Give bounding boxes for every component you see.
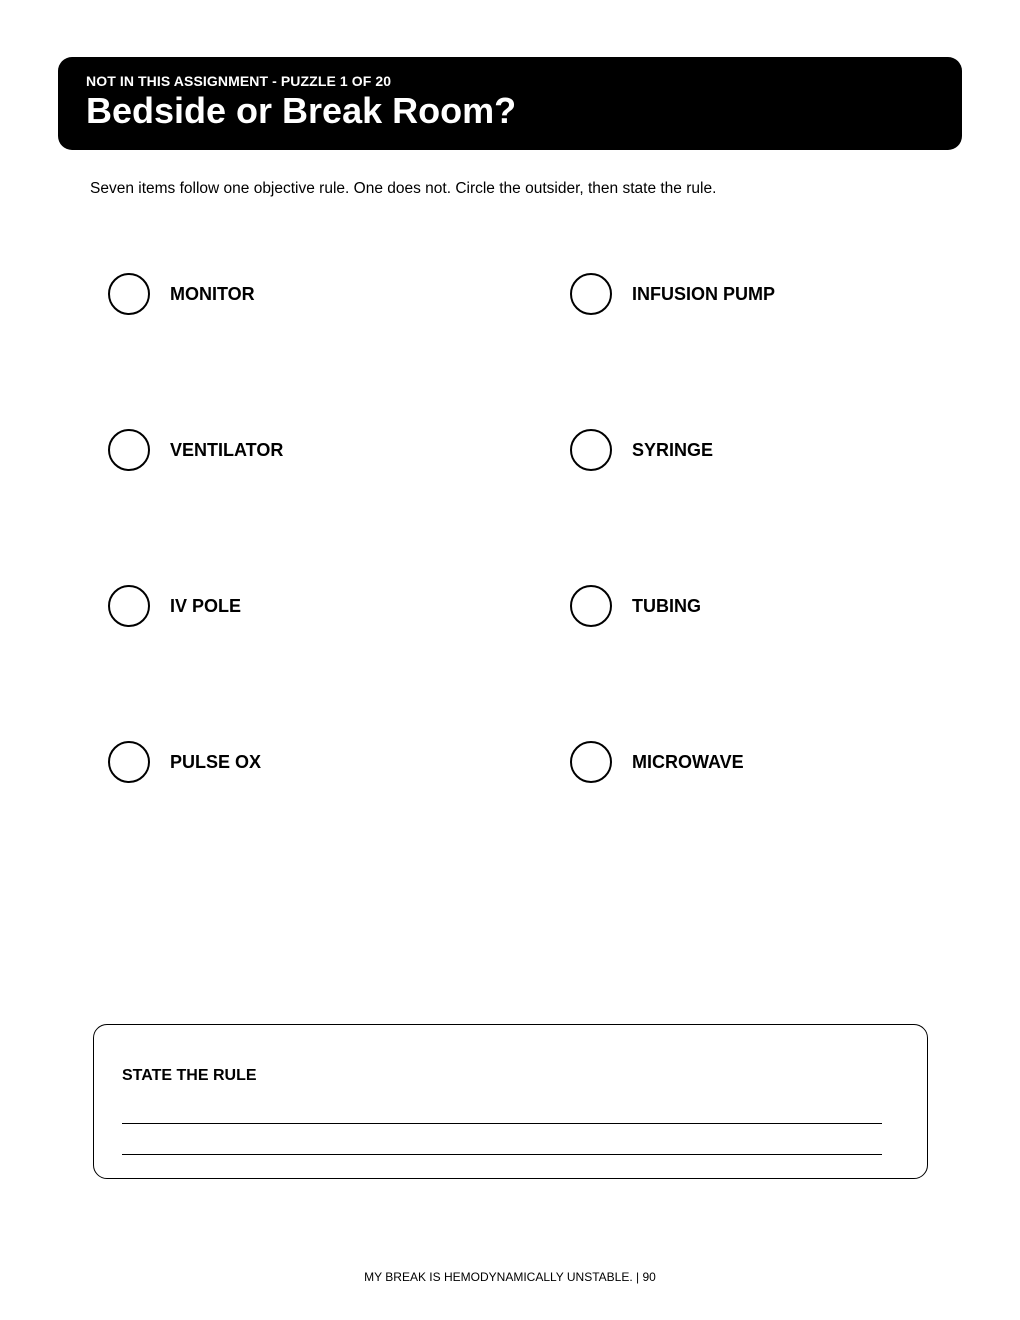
answer-circle[interactable] <box>108 741 150 783</box>
rule-answer-box <box>93 1024 928 1179</box>
item-label: MONITOR <box>170 283 255 304</box>
answer-circle[interactable] <box>570 273 612 315</box>
item-microwave[interactable] <box>570 739 744 785</box>
item-monitor[interactable] <box>108 271 255 317</box>
page-footer: MY BREAK IS HEMODYNAMICALLY UNSTABLE. | 90 <box>364 1270 656 1284</box>
answer-circle[interactable] <box>108 273 150 315</box>
item-tubing[interactable] <box>570 583 701 629</box>
item-label: INFUSION PUMP <box>632 283 776 304</box>
answer-circle[interactable] <box>570 585 612 627</box>
answer-circle[interactable] <box>108 429 150 471</box>
item-label: VENTILATOR <box>170 439 284 460</box>
answer-circle[interactable] <box>570 741 612 783</box>
answer-line[interactable] <box>122 1123 882 1124</box>
page-title: Bedside or Break Room? <box>86 90 517 131</box>
item-label: PULSE OX <box>170 751 262 772</box>
item-pulse-ox[interactable] <box>108 739 261 785</box>
item-label: MICROWAVE <box>632 751 744 772</box>
rule-box-title: STATE THE RULE <box>122 1067 257 1084</box>
item-label: TUBING <box>632 595 701 616</box>
item-iv-pole[interactable] <box>108 583 241 629</box>
item-label: IV POLE <box>170 595 242 616</box>
answer-line[interactable] <box>122 1154 882 1155</box>
item-infusion-pump[interactable] <box>570 271 775 317</box>
header-banner <box>58 57 962 150</box>
answer-circle[interactable] <box>108 585 150 627</box>
item-label: SYRINGE <box>632 439 714 460</box>
puzzle-kicker: NOT IN THIS ASSIGNMENT - PUZZLE 1 OF 20 <box>86 73 392 89</box>
answer-circle[interactable] <box>570 429 612 471</box>
item-syringe[interactable] <box>570 427 713 473</box>
instructions-text: Seven items follow one objective rule. One does not. Circle the outsider, then state the rule. <box>90 180 717 197</box>
item-ventilator[interactable] <box>108 427 283 473</box>
